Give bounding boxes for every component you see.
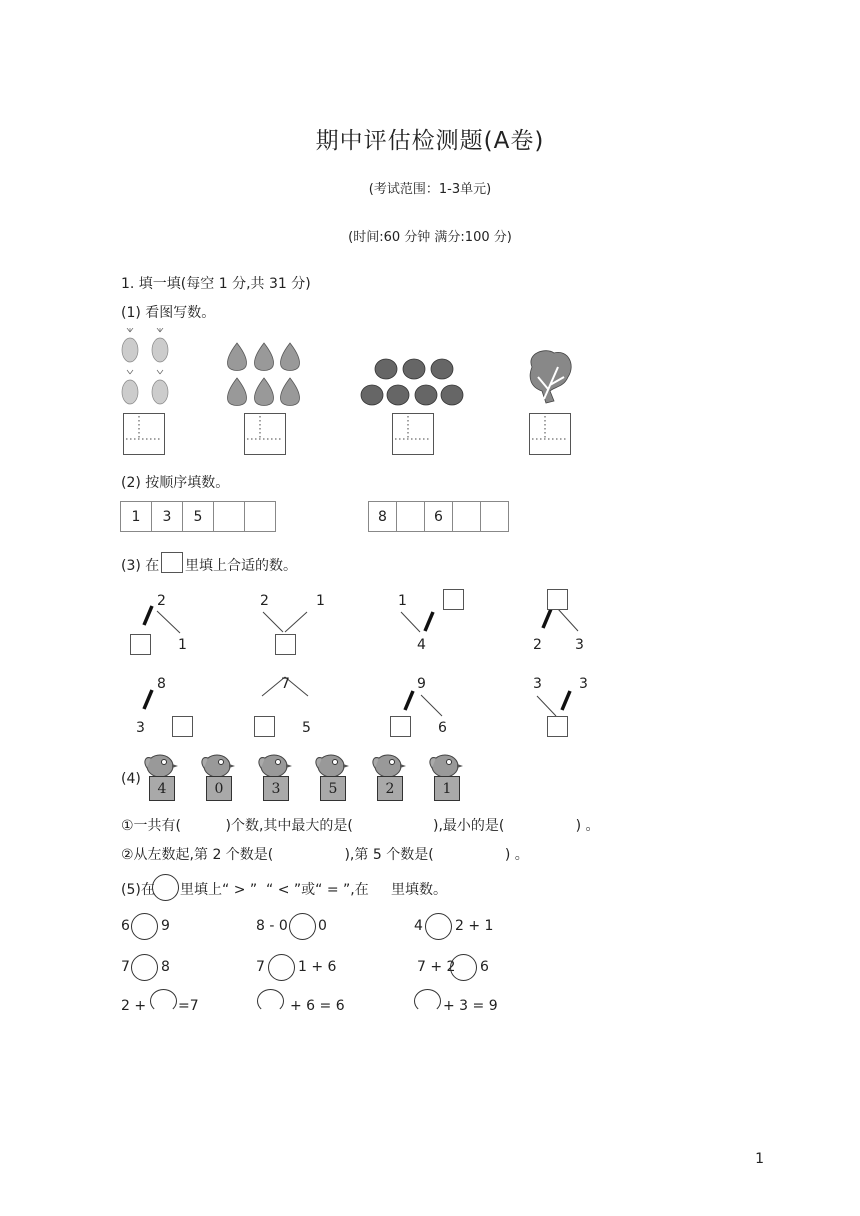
- split-number: 1: [316, 593, 325, 609]
- pineapple-group-image: [115, 328, 175, 410]
- q2-label: (2) 按顺序填数。: [121, 475, 230, 491]
- q3-label-prefix: (3) 在: [121, 558, 160, 574]
- compare-left: 6: [121, 918, 130, 934]
- split-number: 2: [157, 593, 166, 609]
- pineapple-icon: [122, 328, 138, 362]
- answer-circle[interactable]: [150, 989, 177, 1013]
- q4-label: (4): [121, 771, 141, 787]
- number-card: 2: [377, 776, 403, 801]
- pear-group-image: [224, 338, 304, 410]
- split-number: 2: [533, 637, 542, 653]
- bird-card: [370, 752, 410, 802]
- seq-cell[interactable]: 3: [151, 501, 183, 532]
- answer-box[interactable]: [443, 589, 464, 610]
- compare-circle[interactable]: [131, 954, 158, 981]
- split-number: 8: [157, 676, 166, 692]
- seq-cell[interactable]: [213, 501, 245, 532]
- answer-box[interactable]: [130, 634, 151, 655]
- seq-cell[interactable]: [244, 501, 276, 532]
- answer-circle[interactable]: [257, 989, 284, 1013]
- q4-line-2: ②从左数起,第 2 个数是( ),第 5 个数是( ) 。: [121, 847, 529, 863]
- seq-cell[interactable]: 5: [182, 501, 214, 532]
- circle-symbol: [152, 874, 179, 901]
- compare-left: 7: [121, 959, 130, 975]
- exam-scope: (考试范围：1-3单元): [368, 182, 492, 197]
- time-info: (时间:60 分钟 满分:100 分): [348, 230, 512, 245]
- answer-box[interactable]: [254, 716, 275, 737]
- compare-right: + 6 = 6: [290, 998, 345, 1014]
- q1-label: (1) 看图写数。: [121, 305, 216, 321]
- bird-card: [427, 752, 467, 802]
- q4-line-1: ①一共有( )个数,其中最大的是( ),最小的是( ) 。: [121, 818, 600, 834]
- tomato-group-image: [360, 355, 466, 410]
- bird-card: [142, 752, 182, 802]
- bird-card: [199, 752, 239, 802]
- section-heading: 1. 填一填(每空 1 分,共 31 分): [121, 276, 311, 292]
- seq-cell[interactable]: 8: [368, 501, 397, 532]
- seq-cell[interactable]: [396, 501, 425, 532]
- compare-right: + 3 = 9: [443, 998, 498, 1014]
- compare-left: 2 +: [121, 998, 147, 1014]
- compare-circle[interactable]: [425, 913, 452, 940]
- compare-left: 4: [414, 918, 423, 934]
- split-number: 1: [178, 637, 187, 653]
- sequence-a: [121, 501, 276, 532]
- split-number: 3: [579, 676, 588, 692]
- compare-right: 0: [318, 918, 327, 934]
- sequence-b: [369, 501, 509, 532]
- bird-card: [313, 752, 353, 802]
- page-number: 1: [755, 1151, 764, 1167]
- tally-dotted-lines: [123, 413, 573, 455]
- compare-right: =7: [178, 998, 199, 1014]
- answer-box[interactable]: [390, 716, 411, 737]
- split-number: 3: [533, 676, 542, 692]
- page-title: 期中评估检测题(A卷): [315, 128, 545, 154]
- answer-box[interactable]: [172, 716, 193, 737]
- answer-box[interactable]: [547, 589, 568, 610]
- q3-label-suffix: 里填上合适的数。: [185, 558, 297, 574]
- split-number: 1: [398, 593, 407, 609]
- seq-cell[interactable]: [452, 501, 481, 532]
- number-card: 5: [320, 776, 346, 801]
- split-number: 5: [302, 720, 311, 736]
- q5-label-prefix: (5)在: [121, 882, 155, 898]
- compare-circle[interactable]: [450, 954, 477, 981]
- split-number: 7: [281, 676, 290, 692]
- compare-circle[interactable]: [268, 954, 295, 981]
- compare-right: 9: [161, 918, 170, 934]
- compare-right: 1 + 6: [298, 959, 337, 975]
- q5-label-suffix: 里填上“ > ” “ < ”或“ = ”,在 里填数。: [180, 882, 448, 898]
- number-card: 0: [206, 776, 232, 801]
- number-card: 4: [149, 776, 175, 801]
- number-card: 3: [263, 776, 289, 801]
- split-number: 3: [575, 637, 584, 653]
- answer-box[interactable]: [275, 634, 296, 655]
- split-number: 3: [136, 720, 145, 736]
- compare-right: 6: [480, 959, 489, 975]
- compare-right: 8: [161, 959, 170, 975]
- compare-left: 7 + 2: [417, 959, 456, 975]
- number-card: 1: [434, 776, 460, 801]
- compare-left: 7: [256, 959, 265, 975]
- compare-right: 2 + 1: [455, 918, 494, 934]
- box-symbol: [161, 552, 183, 573]
- seq-cell[interactable]: [480, 501, 509, 532]
- split-number: 6: [438, 720, 447, 736]
- compare-circle[interactable]: [131, 913, 158, 940]
- split-number: 9: [417, 676, 426, 692]
- compare-circle[interactable]: [289, 913, 316, 940]
- seq-cell[interactable]: 6: [424, 501, 453, 532]
- cabbage-image: [524, 347, 576, 405]
- split-number: 4: [417, 637, 426, 653]
- answer-box[interactable]: [547, 716, 568, 737]
- bird-card: [256, 752, 296, 802]
- seq-cell[interactable]: 1: [120, 501, 152, 532]
- answer-circle[interactable]: [414, 989, 441, 1013]
- split-number: 2: [260, 593, 269, 609]
- compare-left: 8 - 0: [256, 918, 288, 934]
